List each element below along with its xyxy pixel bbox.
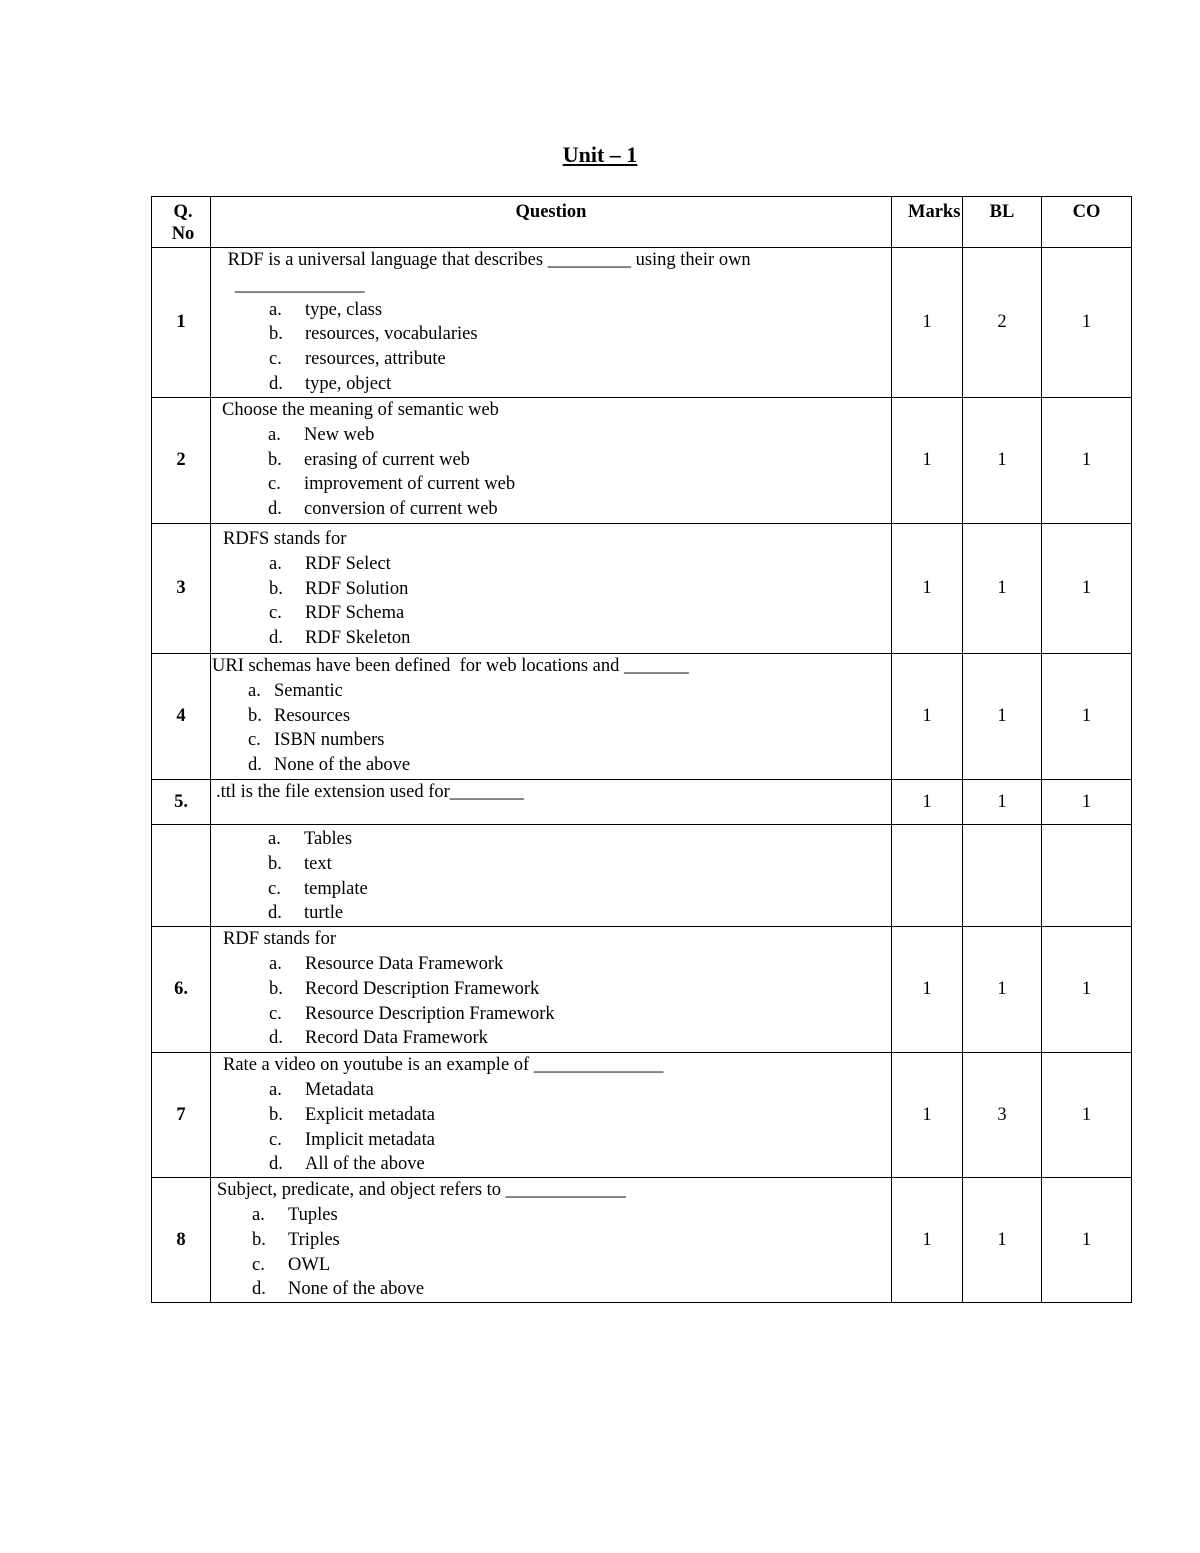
question-cell xyxy=(211,1178,892,1303)
table-row xyxy=(152,654,1132,780)
question-number: 8 xyxy=(152,1178,211,1303)
option-item: b. text xyxy=(268,853,332,874)
option-item: b. Record Description Framework xyxy=(269,978,540,999)
header-co: CO xyxy=(1042,197,1132,248)
table-row xyxy=(152,524,1132,654)
question-number: 7 xyxy=(152,1053,211,1178)
marks-value: 1 xyxy=(892,248,963,398)
question-number: 3 xyxy=(152,524,211,654)
bl-value: 1 xyxy=(963,398,1042,524)
header-marks: Marks xyxy=(892,197,963,248)
header-bl: BL xyxy=(963,197,1042,248)
marks-value: 1 xyxy=(892,1178,963,1303)
question-number: 2 xyxy=(152,398,211,524)
option-item: c. Implicit metadata xyxy=(269,1129,435,1150)
question-number: 5. xyxy=(152,780,211,825)
table-row xyxy=(152,248,1132,398)
question-number: 4 xyxy=(152,654,211,780)
option-item: c. RDF Schema xyxy=(269,603,405,624)
option-item: a. New web xyxy=(268,424,375,445)
option-item: a. Resource Data Framework xyxy=(269,953,504,974)
header-question: Question xyxy=(211,197,892,248)
question-cell xyxy=(211,825,892,927)
table-row xyxy=(152,1178,1132,1303)
bl-value: 1 xyxy=(963,654,1042,780)
co-value: 1 xyxy=(1042,248,1132,398)
option-item: d. turtle xyxy=(268,903,344,924)
option-item: b. RDF Solution xyxy=(269,578,409,599)
question-cell xyxy=(211,927,892,1053)
option-item: d. All of the above xyxy=(269,1154,425,1175)
marks-value: 1 xyxy=(892,524,963,654)
table-row xyxy=(152,780,1132,825)
question-stem: RDF stands for xyxy=(223,929,337,950)
option-item: d. type, object xyxy=(269,373,392,394)
marks-value: 1 xyxy=(892,780,963,825)
bl-value: 1 xyxy=(963,927,1042,1053)
question-cell xyxy=(211,524,892,654)
option-item: b. Explicit metadata xyxy=(269,1104,435,1125)
co-value: 1 xyxy=(1042,654,1132,780)
option-item: c. resources, attribute xyxy=(269,349,446,370)
question-stem: Rate a video on youtube is an example of ______________ xyxy=(223,1055,664,1076)
bl-value: 2 xyxy=(963,248,1042,398)
question-stem: RDF is a universal language that describes _________ using their own xyxy=(223,250,751,270)
co-value: 1 xyxy=(1042,780,1132,825)
option-item: c. ISBN numbers xyxy=(248,730,385,751)
option-item: d. None of the above xyxy=(252,1279,425,1300)
option-item: b. resources, vocabularies xyxy=(269,324,478,345)
marks-value: 1 xyxy=(892,927,963,1053)
table-row xyxy=(152,825,1132,927)
co-value: 1 xyxy=(1042,927,1132,1053)
question-stem: Choose the meaning of semantic web xyxy=(222,400,499,420)
marks-value: 1 xyxy=(892,654,963,780)
table-row xyxy=(152,927,1132,1053)
option-item: a. RDF Select xyxy=(269,553,391,574)
bl-value: 1 xyxy=(963,1178,1042,1303)
option-item: d. None of the above xyxy=(248,755,411,776)
co-value: 1 xyxy=(1042,1053,1132,1178)
question-cell xyxy=(211,780,892,825)
marks-value: 1 xyxy=(892,398,963,524)
question-number: 1 xyxy=(152,248,211,398)
option-item: d. Record Data Framework xyxy=(269,1028,488,1049)
bl-value: 1 xyxy=(963,524,1042,654)
option-item: b. Triples xyxy=(252,1229,340,1250)
empty-cell xyxy=(152,825,211,927)
bl-value: 1 xyxy=(963,780,1042,825)
co-value: 1 xyxy=(1042,1178,1132,1303)
option-item: c. improvement of current web xyxy=(268,474,516,495)
bl-value: 3 xyxy=(963,1053,1042,1178)
table-row xyxy=(152,1053,1132,1178)
option-item: a. Metadata xyxy=(269,1079,374,1100)
question-table xyxy=(151,196,1132,1303)
empty-cell xyxy=(963,825,1042,927)
question-stem-blank: ______________ xyxy=(235,274,365,295)
table-row xyxy=(152,398,1132,524)
question-cell xyxy=(211,1053,892,1178)
option-item: b. erasing of current web xyxy=(268,449,470,470)
header-row xyxy=(152,197,1132,248)
option-item: c. template xyxy=(268,878,368,899)
question-stem: RDFS stands for xyxy=(223,529,347,549)
option-item: a. Tuples xyxy=(252,1204,338,1225)
marks-value: 1 xyxy=(892,1053,963,1178)
option-item: a. Semantic xyxy=(248,680,343,701)
option-item: b. Resources xyxy=(248,705,351,726)
question-stem: URI schemas have been defined for web locations and _______ xyxy=(212,656,689,676)
question-cell xyxy=(211,248,892,398)
question-cell xyxy=(211,398,892,524)
question-number: 6. xyxy=(152,927,211,1053)
option-item: c. Resource Description Framework xyxy=(269,1003,555,1024)
empty-cell xyxy=(892,825,963,927)
option-item: a. Tables xyxy=(268,829,353,849)
co-value: 1 xyxy=(1042,398,1132,524)
empty-cell xyxy=(1042,825,1132,927)
header-qno: Q. No xyxy=(152,197,211,248)
question-cell xyxy=(211,654,892,780)
option-item: d. conversion of current web xyxy=(268,499,498,520)
co-value: 1 xyxy=(1042,524,1132,654)
option-item: a. type, class xyxy=(269,299,383,320)
question-stem: .ttl is the file extension used for________ xyxy=(216,782,524,802)
question-stem: Subject, predicate, and object refers to _____________ xyxy=(217,1180,626,1201)
option-item: c. OWL xyxy=(252,1254,331,1275)
option-item: d. RDF Skeleton xyxy=(269,628,411,649)
page-title: Unit – 1 xyxy=(562,142,638,167)
